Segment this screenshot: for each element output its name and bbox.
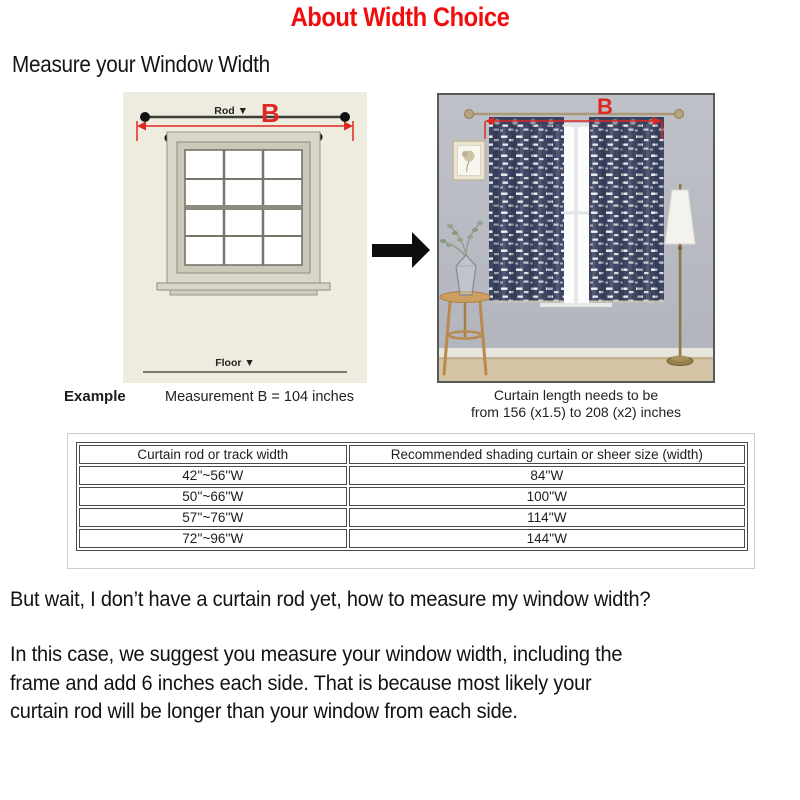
flow-arrow-icon (368, 228, 432, 272)
rod-label: Rod ▼ (214, 105, 248, 117)
floor-label: Floor ▼ (215, 357, 255, 369)
table-header-row (79, 445, 745, 464)
paragraph-line: frame and add 6 inches each side. That is because most likely your (10, 671, 592, 695)
example-label: Example (64, 388, 126, 405)
table-row (79, 487, 745, 506)
table-cell: 100''W (349, 487, 745, 506)
measurement-b-label: B (261, 98, 280, 128)
curtain-length-line2: from 156 (x1.5) to 208 (x2) inches (470, 403, 682, 420)
table-cell: 72''~96''W (79, 529, 347, 548)
explanation-paragraph (10, 641, 622, 727)
table-header-cell: Recommended shading curtain or sheer size (width) (349, 445, 745, 464)
table-cell: 57''~76''W (79, 508, 347, 527)
curtain-panel-right (589, 117, 664, 303)
table-cell: 50''~66''W (79, 487, 347, 506)
table-cell: 42''~56''W (79, 466, 347, 485)
table-cell: 114''W (349, 508, 745, 527)
curtain-photo-svg (439, 95, 713, 381)
page-title: About Width Choice (290, 2, 510, 32)
paragraph-line: In this case, we suggest you measure your window width, including the (10, 643, 623, 666)
table-row (79, 529, 745, 548)
table-row (79, 508, 745, 527)
curtain-length-caption (437, 387, 715, 420)
curtain-photo (437, 93, 715, 383)
baseboard (439, 348, 713, 357)
wall-art-frame (453, 141, 485, 180)
size-table-container (67, 433, 755, 569)
size-table (76, 442, 748, 551)
table-cell: 84''W (349, 466, 745, 485)
measurement-caption: Measurement B = 104 inches (165, 389, 355, 405)
window-diagram-svg (123, 92, 367, 383)
curtain-length-line1: Curtain length needs to be (493, 387, 659, 403)
paragraph-line: curtain rod will be longer than your window from each side. (10, 700, 518, 723)
curtain-panel-left (489, 117, 564, 303)
question-text: But wait, I don’t have a curtain rod yet, how to measure my window width? (10, 588, 651, 611)
table-cell: 144''W (349, 529, 745, 548)
table-row (79, 466, 745, 485)
window-measure-diagram (123, 92, 367, 383)
photo-b-label: B (597, 95, 613, 119)
table-header-cell: Curtain rod or track width (79, 445, 347, 464)
section-heading: Measure your Window Width (12, 51, 270, 77)
window-graphic (157, 132, 330, 295)
